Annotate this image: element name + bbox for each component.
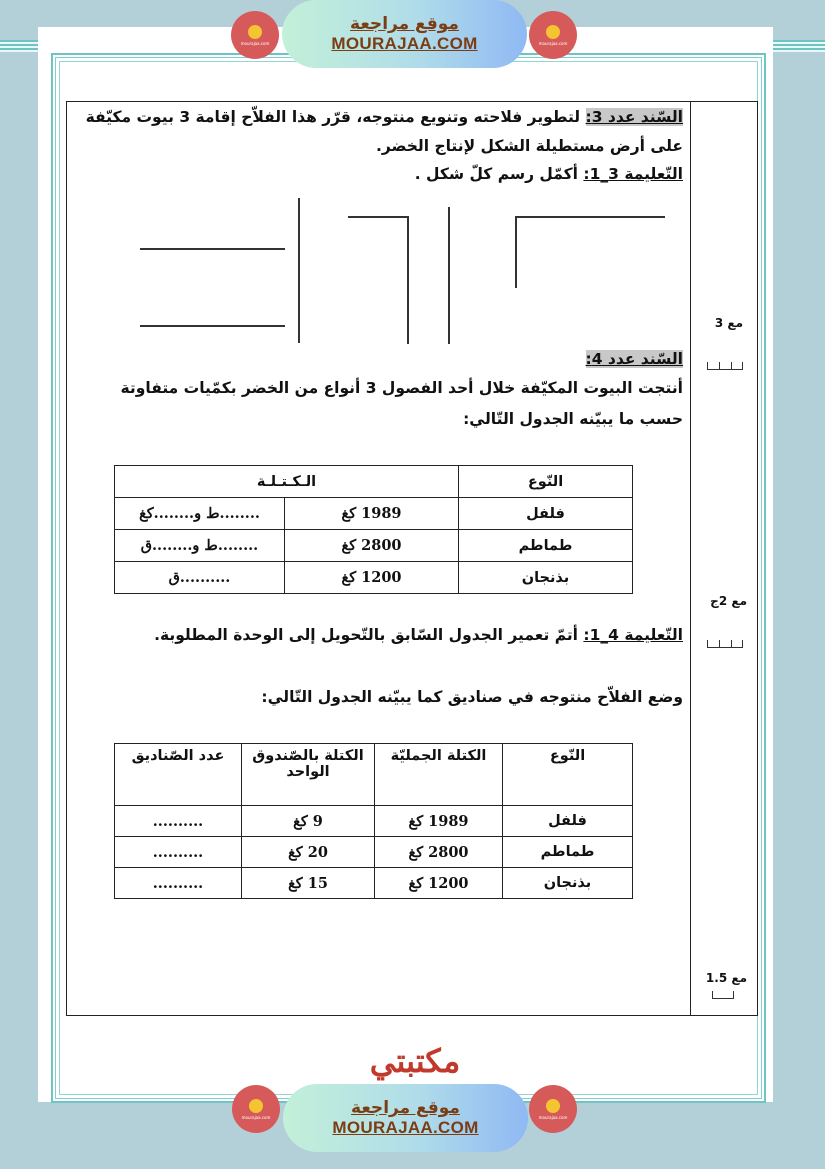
site-badge-bottom-right[interactable] (529, 1085, 577, 1133)
cell-kind: فلفل (503, 806, 633, 837)
cell-boxes-blank[interactable]: .......... (115, 868, 242, 899)
table2-header-kind: النّوع (503, 744, 633, 806)
book-icon (546, 1099, 560, 1113)
badge-text: mourajaa.com (241, 1114, 271, 1120)
section3-text: لتطوير فلاحته وتنويع منتوجه، قرّر هذا الفلاّح إقامة 3 بيوت مكيّفة (85, 108, 586, 126)
shape2-right-line (407, 216, 409, 344)
section4-heading-line (586, 350, 683, 368)
shape3-top-line (515, 216, 665, 218)
cell-mass: 2800 كغ (285, 530, 459, 562)
section3-line2: على أرض مستطيلة الشكل لإنتاج الخضر. (375, 137, 683, 155)
section4-heading: السّند عدد 4: (585, 350, 683, 368)
banner-latin: MOURAJAA.COM (331, 34, 478, 53)
shape2-left-line (448, 207, 450, 344)
cell-convert-blank[interactable]: ..........ق (115, 562, 285, 594)
cell-mass: 1200 كغ (285, 562, 459, 594)
cell-kind: فلفل (459, 498, 633, 530)
section4-line2: حسب ما يبيّنه الجدول التّالي: (463, 410, 683, 428)
instruction-text: أكمّل رسم كلّ شكل . (414, 165, 584, 183)
table-row (115, 837, 633, 868)
cell-kind: طماطم (503, 837, 633, 868)
table1-header-mass: الـكـتـلـة (115, 466, 459, 498)
banner-arabic: موقع مراجعة (350, 14, 459, 34)
score-boxes-1[interactable] (707, 362, 743, 370)
section4-intro2: وضع الفلاّح منتوجه في صناديق كما يبيّنه الجدول التّالي: (261, 688, 683, 706)
score-criterion-2: مع 2ج (710, 594, 747, 608)
section3-heading: السّند عدد 3: (585, 108, 683, 126)
site-badge-top-right[interactable] (529, 11, 577, 59)
cell-boxes-blank[interactable]: .......... (115, 806, 242, 837)
badge-text: mourajaa.com (240, 40, 270, 46)
score-boxes-3[interactable] (712, 991, 734, 999)
cell-kind: طماطم (459, 530, 633, 562)
cell-per-box: 15 كغ (242, 868, 375, 899)
score-boxes-2[interactable] (707, 640, 743, 648)
banner-latin: MOURAJAA.COM (332, 1118, 479, 1137)
score-criterion-1: مع 3 (714, 316, 743, 330)
shape2-top-line (348, 216, 408, 218)
site-banner-bottom[interactable] (283, 1084, 528, 1152)
cell-convert-blank[interactable]: ........ط و........كغ (115, 498, 285, 530)
boxes-table (114, 743, 633, 899)
instruction-label: التّعليمة 3_1: (583, 165, 683, 183)
badge-text: mourajaa.com (538, 1114, 568, 1120)
table2-header-boxes: عدد الصّناديق (115, 744, 242, 806)
site-badge-bottom-left[interactable] (232, 1085, 280, 1133)
cell-convert-blank[interactable]: ........ط و........ق (115, 530, 285, 562)
table-row (115, 868, 633, 899)
banner-arabic: موقع مراجعة (351, 1098, 460, 1118)
site-badge-top-left[interactable] (231, 11, 279, 59)
table-row (115, 530, 633, 562)
badge-text: mourajaa.com (538, 40, 568, 46)
section4-line1: أنتجت البيوت المكيّفة خلال أحد الفصول 3 أنواع من الخضر بكمّيات متفاوتة (120, 379, 683, 397)
cell-per-box: 9 كغ (242, 806, 375, 837)
cell-mass: 1989 كغ (285, 498, 459, 530)
cell-total: 1989 كغ (375, 806, 503, 837)
cell-total: 1200 كغ (375, 868, 503, 899)
table-row (115, 806, 633, 837)
section4-instruction (154, 626, 683, 644)
instruction-text: أتمّ تعمير الجدول السّابق بالتّحويل إلى الوحدة المطلوبة. (154, 626, 584, 644)
section3-line1 (86, 108, 683, 126)
score-criterion-3: مع 1.5 (705, 971, 747, 985)
table2-header-per-box: الكتلة بالصّندوق الواحد (242, 744, 375, 806)
cell-boxes-blank[interactable]: .......... (115, 837, 242, 868)
footer-logo: مكتبتي (369, 1042, 461, 1080)
book-icon (546, 25, 560, 39)
shape1-bottom-line (140, 325, 285, 327)
book-icon (248, 25, 262, 39)
cell-per-box: 20 كغ (242, 837, 375, 868)
shape3-left-line (515, 216, 517, 288)
table1-header-kind: النّوع (459, 466, 633, 498)
conversion-table (114, 465, 633, 594)
section3-instruction (415, 165, 683, 183)
table-row (115, 562, 633, 594)
shape1-right-line (298, 198, 300, 343)
cell-total: 2800 كغ (375, 837, 503, 868)
score-column (691, 101, 758, 1016)
cell-kind: بذنجان (459, 562, 633, 594)
table-row (115, 498, 633, 530)
book-icon (249, 1099, 263, 1113)
site-banner-top[interactable] (282, 0, 527, 68)
cell-kind: بذنجان (503, 868, 633, 899)
shape1-top-line (140, 248, 285, 250)
table2-header-total: الكتلة الجمليّة (375, 744, 503, 806)
instruction-label: التّعليمة 4_1: (583, 626, 683, 644)
